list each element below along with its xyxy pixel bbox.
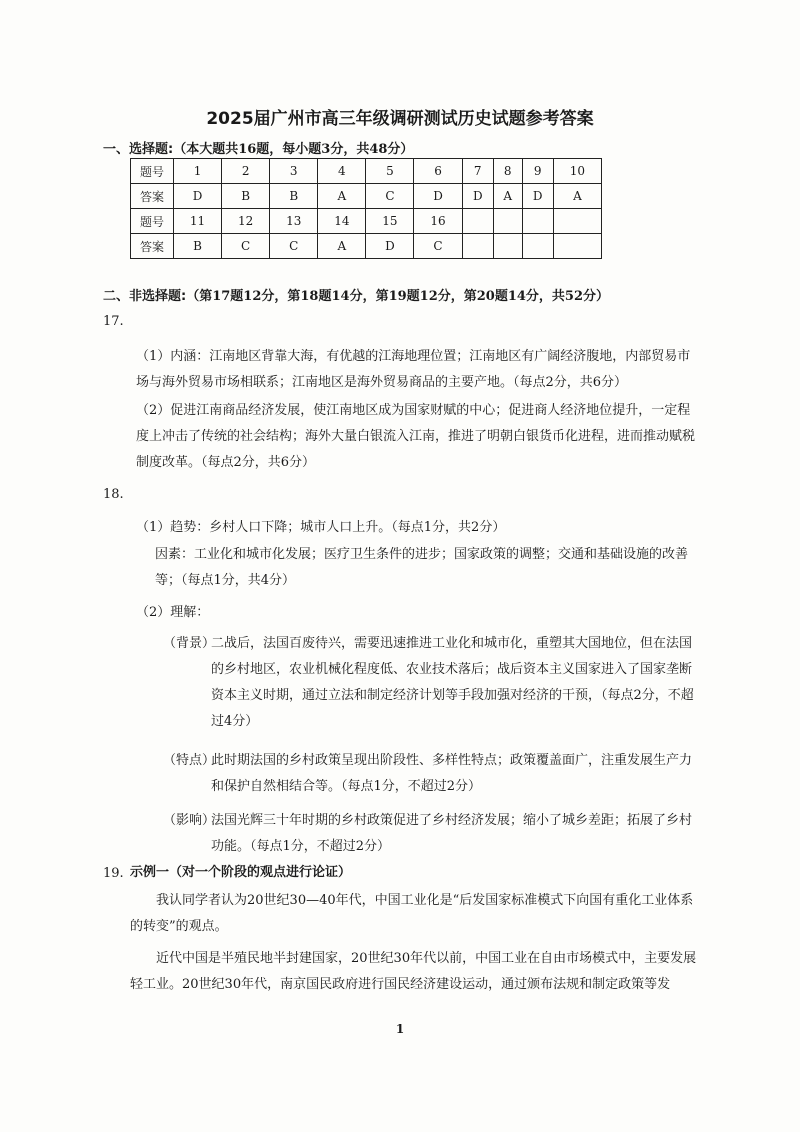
row-header-cell: 题号 (131, 159, 174, 184)
answer-cell: C (366, 184, 414, 209)
section-2-label: 二、非选择题: (103, 289, 187, 304)
answer-cell: B (174, 234, 222, 259)
answer-cell: C (414, 234, 462, 259)
row-header-cell: 答案 (131, 234, 174, 259)
section-1-label: 一、选择题: (103, 142, 174, 157)
question-18-number: 18. (103, 487, 124, 502)
answer-cell: D (366, 234, 414, 259)
section-1-note: （本大题共16题，每小题3分，共48分） (173, 142, 414, 157)
answer-cell (522, 234, 553, 259)
answer-cell (462, 234, 493, 259)
answer-cell: 2 (222, 159, 270, 184)
answer-cell: D (522, 184, 553, 209)
answer-cell (553, 234, 601, 259)
answer-cell: 3 (270, 159, 318, 184)
answer-table-row (131, 184, 602, 209)
answer-table-row (131, 159, 602, 184)
answer-cell: 5 (366, 159, 414, 184)
answer-cell: 4 (318, 159, 366, 184)
q19-paragraph-1: 我认同学者认为20世纪30—40年代，中国工业化是“后发国家标准模式下向国有重化工业体系的转变”的观点。 (130, 893, 694, 934)
q19-paragraph-2: 近代中国是半殖民地半封建国家，20世纪30年代以前，中国工业在自由市场模式中，主要发展轻工业。20世纪30年代，南京国民政府进行国民经济建设运动，通过颁布法规和制定政策等发 (130, 951, 697, 992)
q18-understand: （2）理解： (136, 605, 210, 620)
section-2-heading (103, 285, 609, 304)
row-header-cell: 题号 (131, 209, 174, 234)
answer-cell: D (414, 184, 462, 209)
answer-cell (553, 209, 601, 234)
answer-cell: 9 (522, 159, 553, 184)
q18-factor: 因素：工业化和城市化发展；医疗卫生条件的进步；国家政策的调整；交通和基础设施的改善等；（每点1分，共4分） (155, 547, 689, 588)
q18-trend: （1）趋势：乡村人口下降；城市人口上升。（每点1分，共2分） (136, 520, 506, 535)
answer-cell: D (174, 184, 222, 209)
page-title: 2025届广州市高三年级调研测试历史试题参考答案 (206, 109, 594, 129)
answer-cell: A (553, 184, 601, 209)
q17-part-1: （1）内涵：江南地区背靠大海，有优越的江海地理位置；江南地区有广阔经济腹地，内部贸易市场与海外贸易市场相联系；江南地区是海外贸易商品的主要产地。（每点2分，共6分） (136, 349, 691, 390)
answer-cell: 14 (318, 209, 366, 234)
answer-table-row (131, 234, 602, 259)
answer-table-row (131, 209, 602, 234)
answer-cell: A (318, 234, 366, 259)
answer-cell (522, 209, 553, 234)
page-number: 1 (395, 1022, 405, 1036)
answer-table (130, 158, 602, 259)
answer-cell: 16 (414, 209, 462, 234)
answer-cell: B (270, 184, 318, 209)
answer-cell: 6 (414, 159, 462, 184)
answer-cell: A (318, 184, 366, 209)
q18-feature: 此时期法国的乡村政策呈现出阶段性、多样性特点；政策覆盖面广，注重发展生产力和保护自然相结合等。（每点1分，不超过2分） (211, 753, 693, 794)
section-1-heading (103, 138, 413, 157)
row-header-cell: 答案 (131, 184, 174, 209)
question-19-number: 19. (103, 866, 124, 881)
q18-feature-tag: （特点） (163, 753, 216, 768)
answer-cell: A (493, 184, 522, 209)
q18-effect: 法国光辉三十年时期的乡村政策促进了乡村经济发展；缩小了城乡差距；拓展了乡村功能。（每点1分，不超过2分） (211, 813, 693, 854)
answer-cell: C (270, 234, 318, 259)
answer-cell: 13 (270, 209, 318, 234)
answer-cell: 8 (493, 159, 522, 184)
answer-cell: B (222, 184, 270, 209)
answer-cell: 12 (222, 209, 270, 234)
answer-cell: 7 (462, 159, 493, 184)
q19-heading: 示例一（对一个阶段的观点进行论证） (130, 865, 352, 880)
q17-part-2: （2）促进江南商品经济发展，使江南地区成为国家财赋的中心；促进商人经济地位提升，一定程度上冲击了传统的社会结构；海外大量白银流入江南，推进了明朝白银货币化进程，进而推动赋税制度改革。（每点2分，共6分） (136, 403, 696, 470)
q18-effect-tag: （影响） (163, 813, 216, 828)
answer-cell: 1 (174, 159, 222, 184)
answer-cell (493, 234, 522, 259)
answer-cell (493, 209, 522, 234)
answer-cell: 11 (174, 209, 222, 234)
section-2-note: （第17题12分，第18题14分，第19题12分，第20题14分，共52分） (186, 289, 610, 304)
answer-cell: 10 (553, 159, 601, 184)
answer-cell: D (462, 184, 493, 209)
answer-cell (462, 209, 493, 234)
q18-background-tag: （背景） (163, 636, 216, 651)
q18-background: 二战后，法国百废待兴，需要迅速推进工业化和城市化，重塑其大国地位，但在法国的乡村地区，农业机械化程度低、农业技术落后；战后资本主义国家进入了国家垄断资本主义时期，通过立法和制定经济计划等手段加强对经济的干预，（每点2分，不超过4分） (211, 636, 694, 729)
answer-cell: C (222, 234, 270, 259)
question-17-number: 17. (103, 314, 124, 329)
answer-cell: 15 (366, 209, 414, 234)
